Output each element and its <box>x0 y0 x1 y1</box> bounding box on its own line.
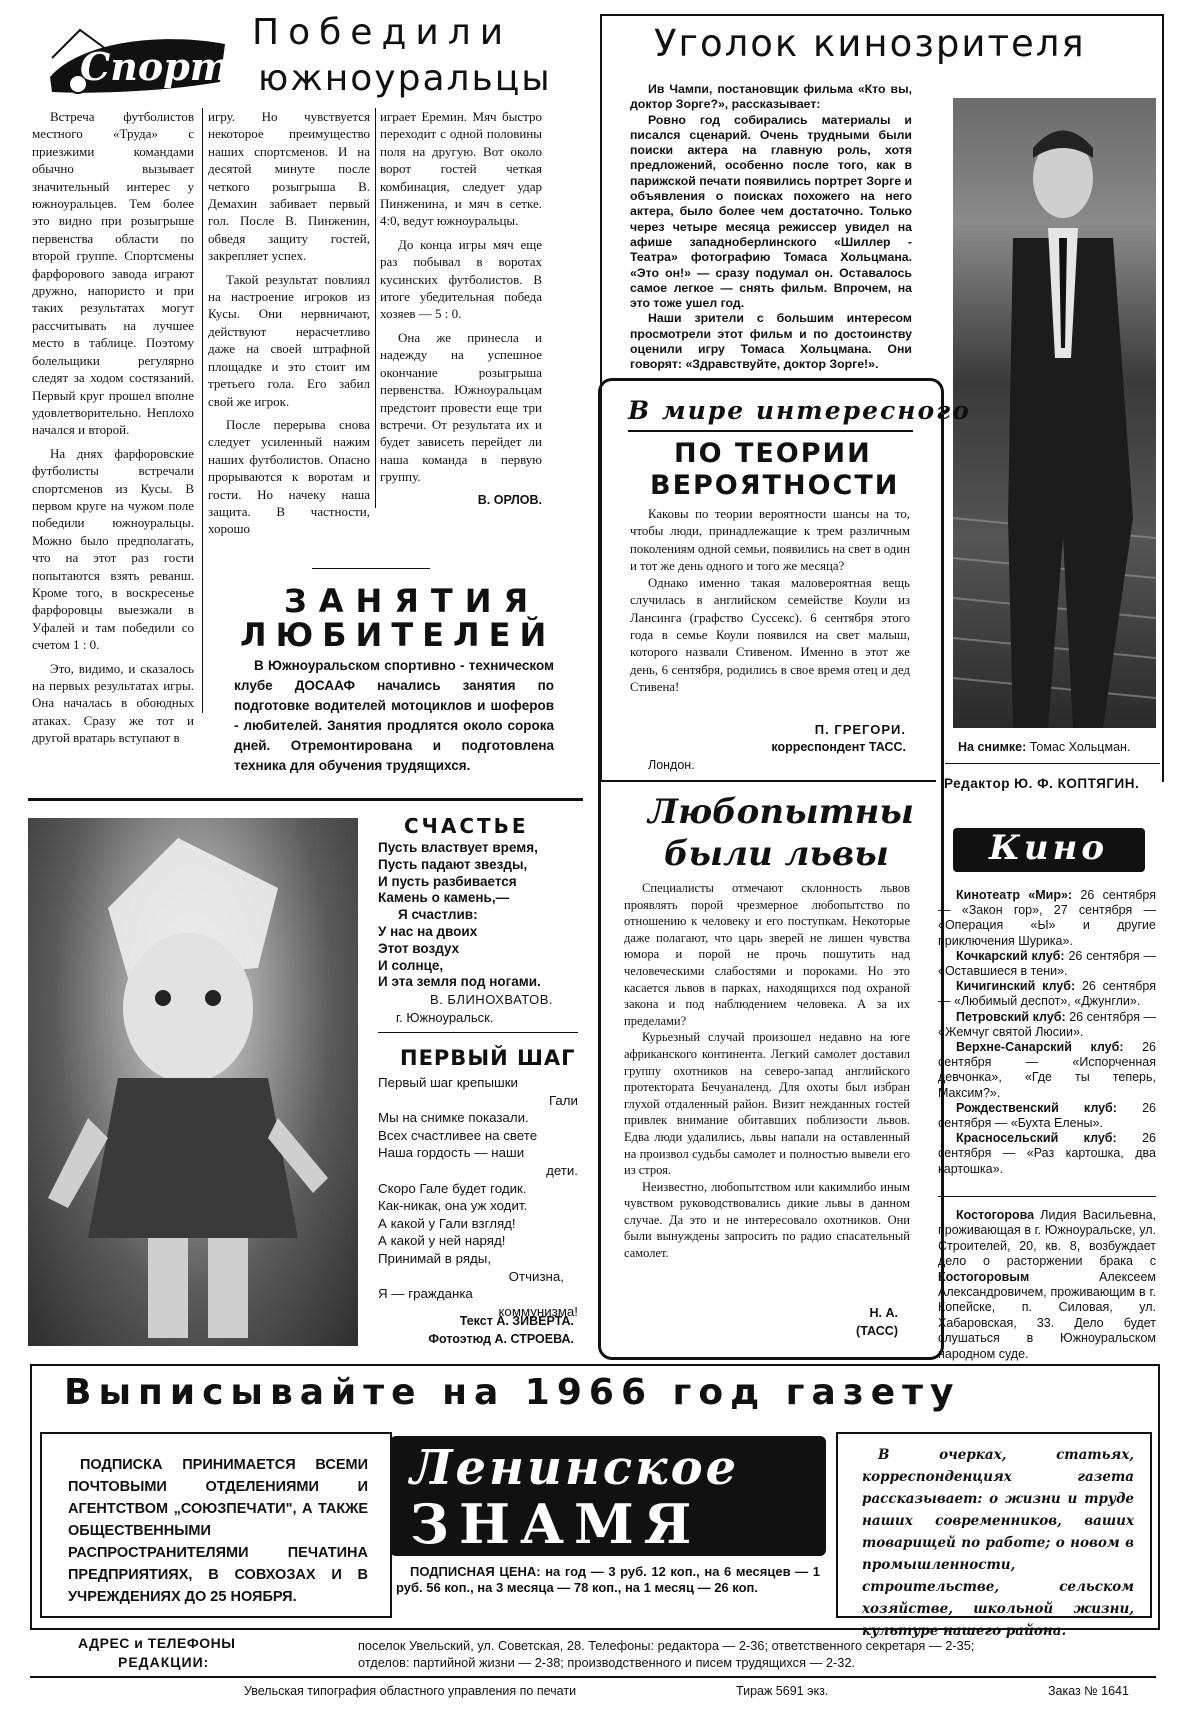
first-step-title: ПЕРВЫЙ ШАГ <box>400 1046 576 1070</box>
interesting-title-line1: ПО ТЕОРИИ <box>674 438 872 469</box>
poem-separator <box>378 1032 578 1033</box>
kino-entry-text: 26 сентября — «Раз картошка, два картошка». <box>938 1131 1156 1176</box>
editor-line: Редактор Ю. Ф. КОПТЯГИН. <box>944 776 1140 791</box>
sport-logo <box>40 22 230 102</box>
happiness-line: И солнце, <box>378 957 444 973</box>
happiness-line: Этот воздух <box>378 940 460 956</box>
interesting-author-role: корреспондент ТАСС. <box>771 740 906 754</box>
kino-entry-text: 26 сентября — «Жемчуг святой Люсии». <box>938 1009 1156 1039</box>
footer-label-line1: АДРЕС и ТЕЛЕФОНЫ <box>78 1635 236 1651</box>
sport-col2-p3: После перерыва снова следует усиленный нажим наших футболистов. Опасно прорываются к воротам и гости. Но начеку наша защита. В частности, хорошо <box>208 416 370 537</box>
happiness-line: Пусть падают звезды, <box>378 856 528 872</box>
footer-rule <box>30 1676 1156 1678</box>
first-step-line: Гали <box>548 1092 578 1108</box>
first-step-line: Я — гражданка <box>378 1286 473 1302</box>
kino-logo-text: Кино <box>989 828 1109 868</box>
kino-entry <box>938 979 1156 1009</box>
interesting-mid-rule <box>600 780 936 782</box>
sport-title-line1: Победили <box>252 12 513 53</box>
interesting-header-rule <box>628 430 913 432</box>
interesting-author: П. ГРЕГОРИ. <box>814 722 906 737</box>
kino-list <box>938 888 1156 1177</box>
first-step-line: Как-никак, она уж ходит. <box>378 1198 528 1214</box>
happiness-author: В. БЛИНОХВАТОВ. <box>430 992 554 1007</box>
photo-caption-text: Томас Хольцман. <box>1029 740 1131 754</box>
cinema-corner-p2: Ровно год собирались материалы и писался сценарий. Очень трудными были поиски актера на главную роль, хотя предложений, особенно после того, как в парижской печати появились портрет Зорге и объявления о поисках похожего на него актера, было более чем достаточно. Только через четыре месяца режиссер увидел на афише западноберлинского «Шиллер - Театра» фотографию Томаса Хольцмана. «Это он!» — сразу подумал он. Оставалось самое легкое — снять фильм. Впрочем, на это тоже ушел год. <box>630 112 913 311</box>
sport-col2-p1: игру. Но чувствуется некоторое преимущество наших спортсменов. И на десятой минуте после четкого розыгрыша В. Демахин забивает первый гол. После В. Пинженин, обведя защиту гостей, закрепляет успех. <box>208 109 370 264</box>
lions-title-line2: были львы <box>664 834 889 874</box>
photo-baby-figure <box>28 818 358 1346</box>
footer-circulation: Тираж 5691 экз. <box>736 1684 829 1698</box>
interesting-p2: Однако именно такая маловероятная вещь случилась в английском семействе Коули из Лансинга (графство Суссекс). 6 сентября этого года в семье Коули появился на свет малыш, которого назвали Стивеном. Именно в этот же день, 6 сентября, родились в свое время отец и дед Стивена! <box>630 576 910 694</box>
masthead-line1: Ленинское <box>410 1440 740 1496</box>
sport-divider-1 <box>202 108 203 713</box>
kino-entry-venue: Кичигинский клуб: <box>956 979 1076 994</box>
divorce-notice <box>938 1208 1156 1362</box>
happiness-line: Камень о камень,— <box>378 890 510 906</box>
footer-address-line1: поселок Увельский, ул. Советская, 28. Телефоны: редактора — 2-36; ответственного секретаря — 2-35; <box>358 1638 975 1653</box>
footer-address-line2: отделов: партийной жизни — 2-38; производственного и писем трудящихся — 2-32. <box>358 1655 856 1670</box>
kino-entry-text: 26 сентября — «Любимый деспот», «Джунгли». <box>938 979 1156 1009</box>
lions-p3: Неизвестно, любопытством или какимлибо иным чувством руководствовались дикие львы в данном случае. Да это и не интересовало охотников. Они были вынуждены запросить по радио спасательный самолет. <box>624 1179 910 1261</box>
sport-col1-p1: Встреча футболистов местного «Труда» с приезжими командами обычно вызывает значительный интерес у южноуральцев. Тем более это видно при розыгрыше первенства области по второй группе. Спортсмены фарфорового завода играют дружно, напористо и при таких результатах могут рассчитывать на лучшее место в таблице. Поэтому болельщики регулярно следят за ходом состязаний. Первый круг прошел вполне удовлетворительно. Неплохо начался и второй. <box>32 109 194 438</box>
sport-col1 <box>32 108 194 747</box>
sport-author: В. ОРЛОВ. <box>477 492 542 507</box>
lions-p1: Специалисты отмечают склонность львов проявлять порой чрезмерное любопытство по отношению к человеку и его поступкам. Некоторые даже полагают, что царь зверей не лишен чувства юмора и порой не прочь пошутить над человеческими слабостями и пороками. Но это касается львов в парках, находящихся под охраной закона и под наблюдением человека. А за их пределами? <box>624 881 910 1028</box>
happiness-line: И эта земля под ногами. <box>378 974 541 990</box>
kino-entry <box>938 1131 1156 1177</box>
sport-col2 <box>208 108 370 538</box>
first-step-line: А какой у ней наряд! <box>378 1233 506 1249</box>
kino-entry-text: 26 сентября — «Закон гор», 27 сентября — «Операция «Ы» и другие приключения Шурика». <box>938 888 1156 948</box>
divorce-text-mid: Лидия Васильевна, проживающая в г. Южноуральске, ул. Строителей, 20, кв. 8, возбуждает дело о расторжении брака с <box>938 1208 1156 1269</box>
editor-separator <box>945 763 1160 764</box>
kino-entry-venue: Петровский клуб: <box>956 1009 1066 1024</box>
hobby-title-line1: ЗАНЯТИЯ <box>284 582 541 620</box>
kino-entry <box>938 1010 1156 1040</box>
happiness-line: И пусть разбивается <box>378 873 517 889</box>
sport-logo-text: Спорт <box>80 44 230 89</box>
divorce-name2: Костогоровым <box>938 1269 1030 1284</box>
footer-order: Заказ № 1641 <box>1048 1684 1129 1698</box>
lions-agency: (ТАСС) <box>856 1324 898 1338</box>
happiness-place: г. Южноуральск. <box>396 1010 494 1025</box>
subscription-left-text: ПОДПИСКА ПРИНИМАЕТСЯ ВСЕМИ ПОЧТОВЫМИ ОТДЕЛЕНИЯМИ И АГЕНТСТВОМ „СОЮЗПЕЧАТИ", А ТАКЖЕ ОБЩЕСТВЕННЫМИ РАСПРОСТРАНИТЕЛЯМИ ПЕЧАТИНА ПРЕДПРИЯТИЯХ, В СОВХОЗАХ И В УЧРЕЖДЕНИЯХ ДО 25 НОЯБРЯ. <box>68 1457 368 1605</box>
first-step-photo-credit: Фотоэтюд А. СТРОЕВА. <box>428 1332 574 1346</box>
divorce-text-end: Алексеем Александровичем, проживающим в г. Копейске, п. Силовая, ул. Хабаровская, 33. Дело будет слушаться в Южноуральском народном суде. <box>938 1269 1156 1361</box>
happiness-line: У нас на двоих <box>378 923 478 939</box>
cinema-corner-text <box>630 82 912 373</box>
first-step-line: Всех счастливее на свете <box>378 1127 538 1143</box>
sport-col3 <box>380 108 542 509</box>
sport-title-line2: южноуральцы <box>258 58 552 99</box>
lions-title-line1: Любопытны <box>648 792 915 832</box>
subscription-right <box>836 1432 1152 1639</box>
first-step-poem <box>378 1074 578 1320</box>
first-step-line: дети. <box>546 1162 578 1178</box>
lions-author: Н. А. <box>869 1306 898 1320</box>
kino-entry-venue: Кинотеатр «Мир»: <box>956 888 1073 902</box>
interesting-title-line2: ВЕРОЯТНОСТИ <box>650 470 900 501</box>
first-step-line: Принимай в ряды, <box>378 1250 492 1266</box>
masthead-line2: ЗНАМЯ <box>410 1492 702 1556</box>
happiness-poem <box>378 840 578 991</box>
masthead <box>390 1436 826 1556</box>
interesting-text <box>630 506 910 696</box>
sport-col2-p2: Такой результат повлиял на настроение игроков из Кусы. Они нервничают, действуют нерасчетливо даже на своей штрафной площадке и это стоит им третьего гола. Его забил свой же игрок. <box>208 271 370 409</box>
subscription-headline: Выписывайте на 1966 год газету <box>64 1372 961 1413</box>
kino-entry-venue: Рождественский клуб: <box>956 1100 1117 1115</box>
first-step-line: Отчизна, <box>508 1268 564 1284</box>
lions-text <box>624 880 910 1262</box>
happiness-line: Я счастлив: <box>398 907 478 923</box>
subscription-left <box>40 1432 392 1618</box>
hobby-text: В Южноуральском спортивно - техническом клубе ДОСААФ начались занятия по подготовке водителей мотоциклов и шоферов - любителей. Занятия продлятся около сорока дней. Отремонтирована и подготовлена техника для обучения трудящихся. <box>234 658 554 773</box>
mid-page-rule <box>28 798 583 801</box>
kino-entry <box>938 1101 1156 1131</box>
lions-p2: Курьезный случай произошел недавно на юге африканского континента. Легкий самолет доставил группу охотников на северо-запад английского протектората Бечуаналенд. Для охоты был избран глухой отдаленный район. Визит нежданных гостей привлек внимание обитавших поблизости львов. Едва люди удалились, львы напали на оставленный на произвол судьбы самолет и полностью вывели его из строя. <box>624 1030 910 1178</box>
kino-logo <box>953 828 1145 872</box>
kino-entry-text: 26 сентября — «Испорченная девчонка», «Где ты теперь, Максим?». <box>938 1040 1156 1100</box>
first-step-line: Первый шаг крепышки <box>378 1075 518 1090</box>
first-step-line: Наша гордость — наши <box>378 1145 525 1161</box>
first-step-line: Мы на снимке показали. <box>378 1110 529 1126</box>
photo-caption-label: На снимке: <box>958 740 1027 754</box>
subscription-price: ПОДПИСНАЯ ЦЕНА: на год — 3 руб. 12 коп., на 6 месяцев — 1 руб. 56 коп., на 3 месяца — 78 коп., на 1 месяц — 26 коп. <box>396 1564 820 1595</box>
hobby-title-line2: ЛЮБИТЕЛЕЙ <box>240 616 556 654</box>
sport-col3-p1: играет Еремин. Мяч быстро переходит с одной половины поля на другую. Вот около ворот гостей четкая комбинация, следует удар Пинженина, и мяч в сетке. 4:0, ведут южноуральцы. <box>380 109 542 229</box>
kino-entry-venue: Верхне-Санарский клуб: <box>956 1040 1124 1055</box>
kino-entry-venue: Красносельский клуб: <box>956 1131 1117 1146</box>
photo-caption <box>958 740 1130 754</box>
cinema-corner-p1: Ив Чампи, постановщик фильма «Кто вы, доктор Зорге?», рассказывает: <box>630 82 912 112</box>
kino-entry-text: 26 сентября — «Бухта Елены». <box>938 1100 1156 1131</box>
sport-col3-p3: Она же принесла и надежду на успешное окончание розыгрыша первенства. Южноуральцам предстоит провести еще три встречи. От результата их и будет зависеть перейдет ли наша команда в первую группу. <box>380 329 542 485</box>
kino-separator <box>938 1196 1156 1197</box>
interesting-p1: Каковы по теории вероятности шансы на то, чтобы люди, принадлежащие к трем различным поколениям одной семьи, появились на свет в один и тот же день одного и того же месяца? <box>630 507 910 573</box>
interesting-header: В мире интересного <box>628 396 971 425</box>
kino-entry <box>938 888 1156 949</box>
kino-entry-venue: Кочкарский клуб: <box>956 948 1065 963</box>
kino-entry <box>938 1040 1156 1101</box>
sport-col1-p3: Это, видимо, и сказалось на первых результатах игры. Она началась в обоюдных атаках. Сразу же тот и другой вратарь вступают в <box>32 660 194 746</box>
sport-col3-p2: До конца игры мяч еще раз побывал в воротах кусинских футболистов. В итоге убедительная победа хозяев — 5 : 0. <box>380 236 542 322</box>
photo-baby-gali <box>28 818 358 1346</box>
first-step-line: А какой у Гали взгляд! <box>378 1215 516 1231</box>
interesting-place: Лондон. <box>648 758 695 772</box>
cinema-corner-p3: Наши зрители с большим интересом просмотрели этот фильм и по достоинству оценили игру Томаса Хольцмана. Они говорят: «Здравствуйте, доктор Зорге!». <box>630 311 912 372</box>
happiness-title: СЧАСТЬЕ <box>404 814 529 838</box>
photo-man-figure <box>953 98 1156 728</box>
first-step-text-credit: Текст А. ЗИВЕРТА. <box>459 1314 574 1328</box>
first-step-line: коммунизма! <box>498 1303 578 1319</box>
footer-label-line2: РЕДАКЦИИ: <box>118 1654 210 1670</box>
subscription-right-text: В очерках, статьях, корреспонденциях газета рассказывает: о жизни и труде наших современников, ваших товарищей по работе; о новом в промышленности, строительстве, сельском хозяйстве, школьной жизни, культуре нашего района. <box>862 1447 1134 1639</box>
cinema-corner-title: Уголок кинозрителя <box>654 22 1086 65</box>
sport-col1-p2: На днях фарфоровские футболисты встречали спортсменов из Кусы. В первом круге на чужом поле победили южноуральцы. Можно было предполагать, что на этот раз гости попытаются взять реванш. Кроме того, в воскресенье фарфоровцы выезжали в Уфалей и там победили со счетом 1 : 0. <box>32 445 194 653</box>
kino-entry-text: 26 сентября — «Оставшиеся в тени». <box>938 948 1156 979</box>
photo-thomas-holtzmann <box>953 98 1156 728</box>
divorce-name1: Костогорова <box>956 1208 1035 1222</box>
footer-printer: Увельская типография областного управления по печати <box>244 1684 577 1698</box>
sport-separator <box>312 568 430 569</box>
kino-entry <box>938 949 1156 979</box>
happiness-line: Пусть властвует время, <box>378 840 538 855</box>
sport-divider-2 <box>375 108 376 508</box>
first-step-line: Скоро Гале будет годик. <box>378 1180 527 1196</box>
